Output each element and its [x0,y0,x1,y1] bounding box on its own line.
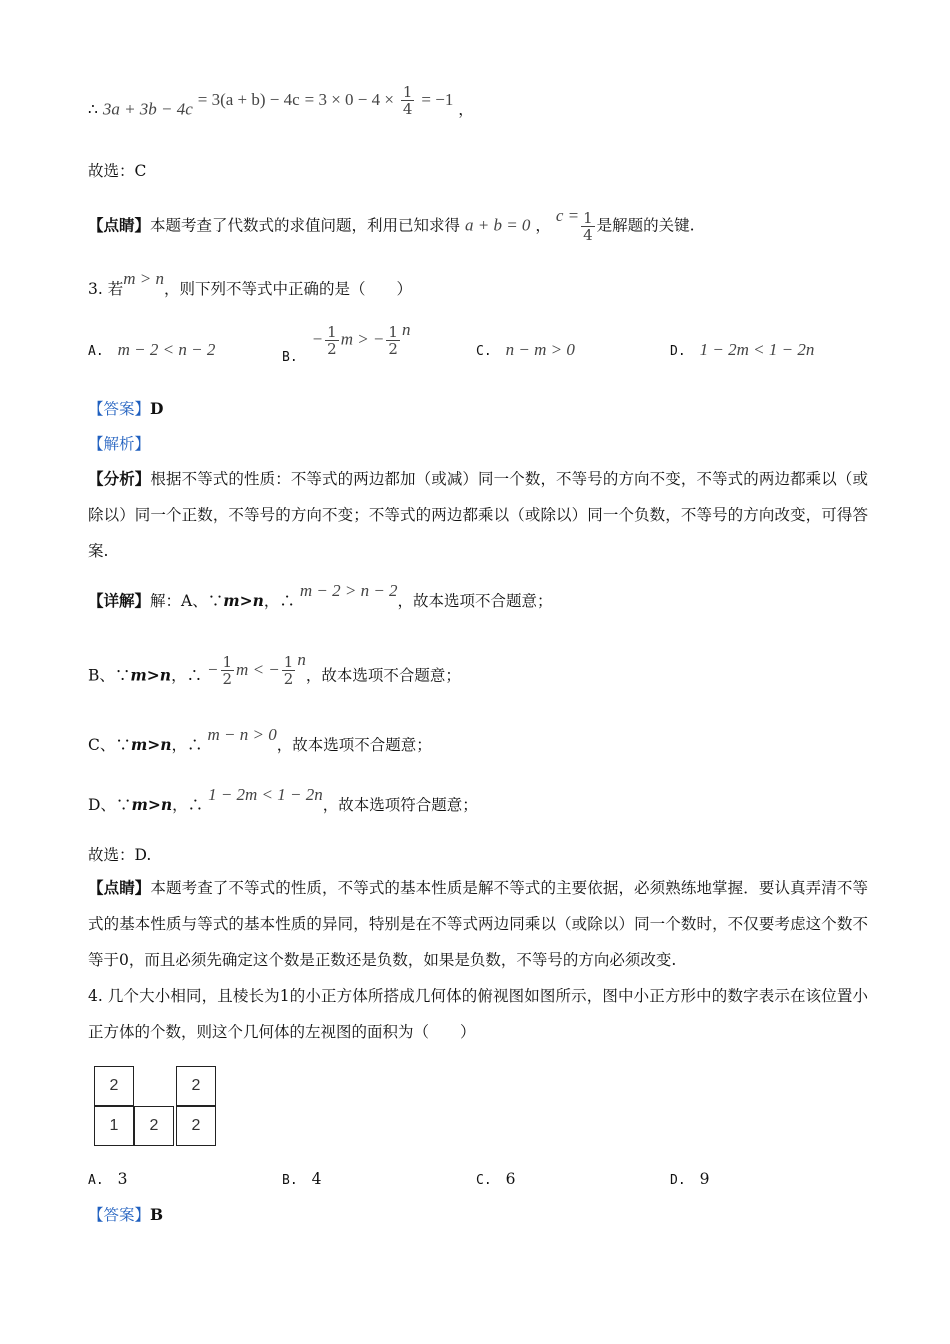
grid-cell: 2 [134,1106,174,1146]
answer-tag: 【答案】 [88,400,151,418]
q4-option-c[interactable]: C. 6 [476,1170,516,1188]
detail-fraction-2: $\frac{1}{2}$ [283,653,294,688]
option-label: D. [670,344,686,359]
q3-stem [88,269,412,300]
q3-dianjing [88,870,868,978]
q3-stem-math: m > n [123,269,164,288]
q4-option-d[interactable]: D. 9 [670,1170,710,1188]
equation-lhs: 3a + 3b − 4c [102,99,193,119]
q3-option-c[interactable] [476,340,575,360]
equation-step1: = 3(a + b) − 4c [197,89,300,109]
answer-value: D [150,399,164,418]
q3-detail-b: B、∵m>n，∴ − $\frac{1}{2}$ m < − $\frac{1}{2}$ n，故本选项不合题意； [88,649,461,688]
dianjing-math-1: a + b = 0 [464,215,531,235]
dianjing-math-2: c = [555,205,580,225]
q3-detail-d: D、∵m>n，∴ 1 − 2m < 1 − 2n，故本选项符合题意； [88,785,478,814]
dianjing-text: 本题考查了不等式的性质，不等式的基本性质是解不等式的主要依据，必须熟练地掌握．要认真弄清不等式的基本性质与等式的基本性质的异同，特别是在不等式两边同乘以（或除以）同一个数时，不仅要考虑这个数不等于0，而且必须先确定这个数是正数还是负数，如果是负数，不等号的方向必须改变. [88,879,868,969]
detail-fraction-1: $\frac{1}{2}$ [222,653,233,688]
option-pre: − [311,329,324,349]
fenxi-tag: 【分析】 [88,469,151,488]
grid-cell: 2 [94,1066,134,1106]
q4-option-a[interactable]: A. 3 [88,1170,128,1188]
q4-stem: 4. 几个大小相同，且棱长为1的小正方体所搭成几何体的俯视图如图所示，图中小正方形中的数字表示在该位置小正方体的个数，则这个几何体的左视图的面积为（ ） [88,987,868,1041]
option-label: B. [282,349,298,365]
option-fraction-2: $\frac{1}{2}$ [388,323,398,358]
option-content: m − 2 < n − 2 [117,340,216,359]
q3-option-d[interactable] [670,340,814,360]
option-content: n − m > 0 [505,340,575,359]
q3-stem-prefix: 3. 若 [88,280,124,298]
option-mid: m > − [340,329,385,349]
equation-fraction: $\frac{1}{4}$ [402,83,413,118]
top-view-grid [94,1066,218,1148]
q3-fenxi [88,461,868,569]
detail-math: 1 − 2m < 1 − 2n [208,785,323,804]
therefore-symbol: ∴ [88,100,98,119]
dianjing-fraction: $\frac{1}{4}$ [583,209,593,244]
q3-answer [88,398,163,420]
dianjing-tag: 【点睛】 [88,215,151,235]
dianjing-tag: 【点睛】 [88,878,151,897]
grid-cell: 1 [94,1106,134,1146]
equation-result: = −1 [421,89,454,109]
dianjing-text-2: 是解题的关键. [596,216,695,235]
dianjing-text-1: 本题考查了代数式的求值问题，利用已知求得 [150,216,461,235]
equation-line [88,83,474,127]
q3-stem-suffix: ，则下列不等式中正确的是（ ） [163,280,412,298]
answer-tag: 【答案】 [88,1206,151,1224]
q3-detail-a: 【详解】解：A、∵m>n，∴ m − 2 > n − 2，故本选项不合题意； [88,581,553,610]
answer-value: B [150,1205,164,1224]
option-fraction-1: $\frac{1}{2}$ [327,323,337,358]
equation-comma: ， [458,100,474,119]
detail-math: m − 2 > n − 2 [299,581,398,600]
fenxi-text: 根据不等式的性质：不等式的两边都加（或减）同一个数，不等号的方向不变，不等式的两边都乘以（或除以）同一个正数，不等号的方向不变；不等式的两边都乘以（或除以）同一个负数，不等号的方向改变，可得答案. [88,470,868,560]
q4-answer [88,1204,163,1226]
q3-option-b[interactable] [282,319,411,365]
detail-math: m − n > 0 [207,725,277,744]
option-label: A. [88,344,104,359]
q3-detail-c: C、∵m>n，∴ m − n > 0，故本选项不合题意； [88,725,432,754]
q3-select: 故选：D. [88,846,152,864]
option-post: n [401,319,411,339]
q3-analysis-tag: 【解析】 [88,435,151,453]
option-content: 1 − 2m < 1 − 2n [699,340,815,359]
select-c: 故选：C [88,162,147,180]
dianjing-1 [88,205,695,244]
grid-cell: 2 [176,1106,216,1146]
q4-option-b[interactable]: B. 4 [282,1170,322,1188]
xiangjie-tag: 【详解】 [88,591,151,610]
dianjing-sep: ， [535,216,551,235]
equation-step2: = 3 × 0 − 4 × [304,89,394,109]
grid-cell: 2 [176,1066,216,1106]
q3-option-a[interactable] [88,340,215,360]
option-label: C. [476,344,492,359]
